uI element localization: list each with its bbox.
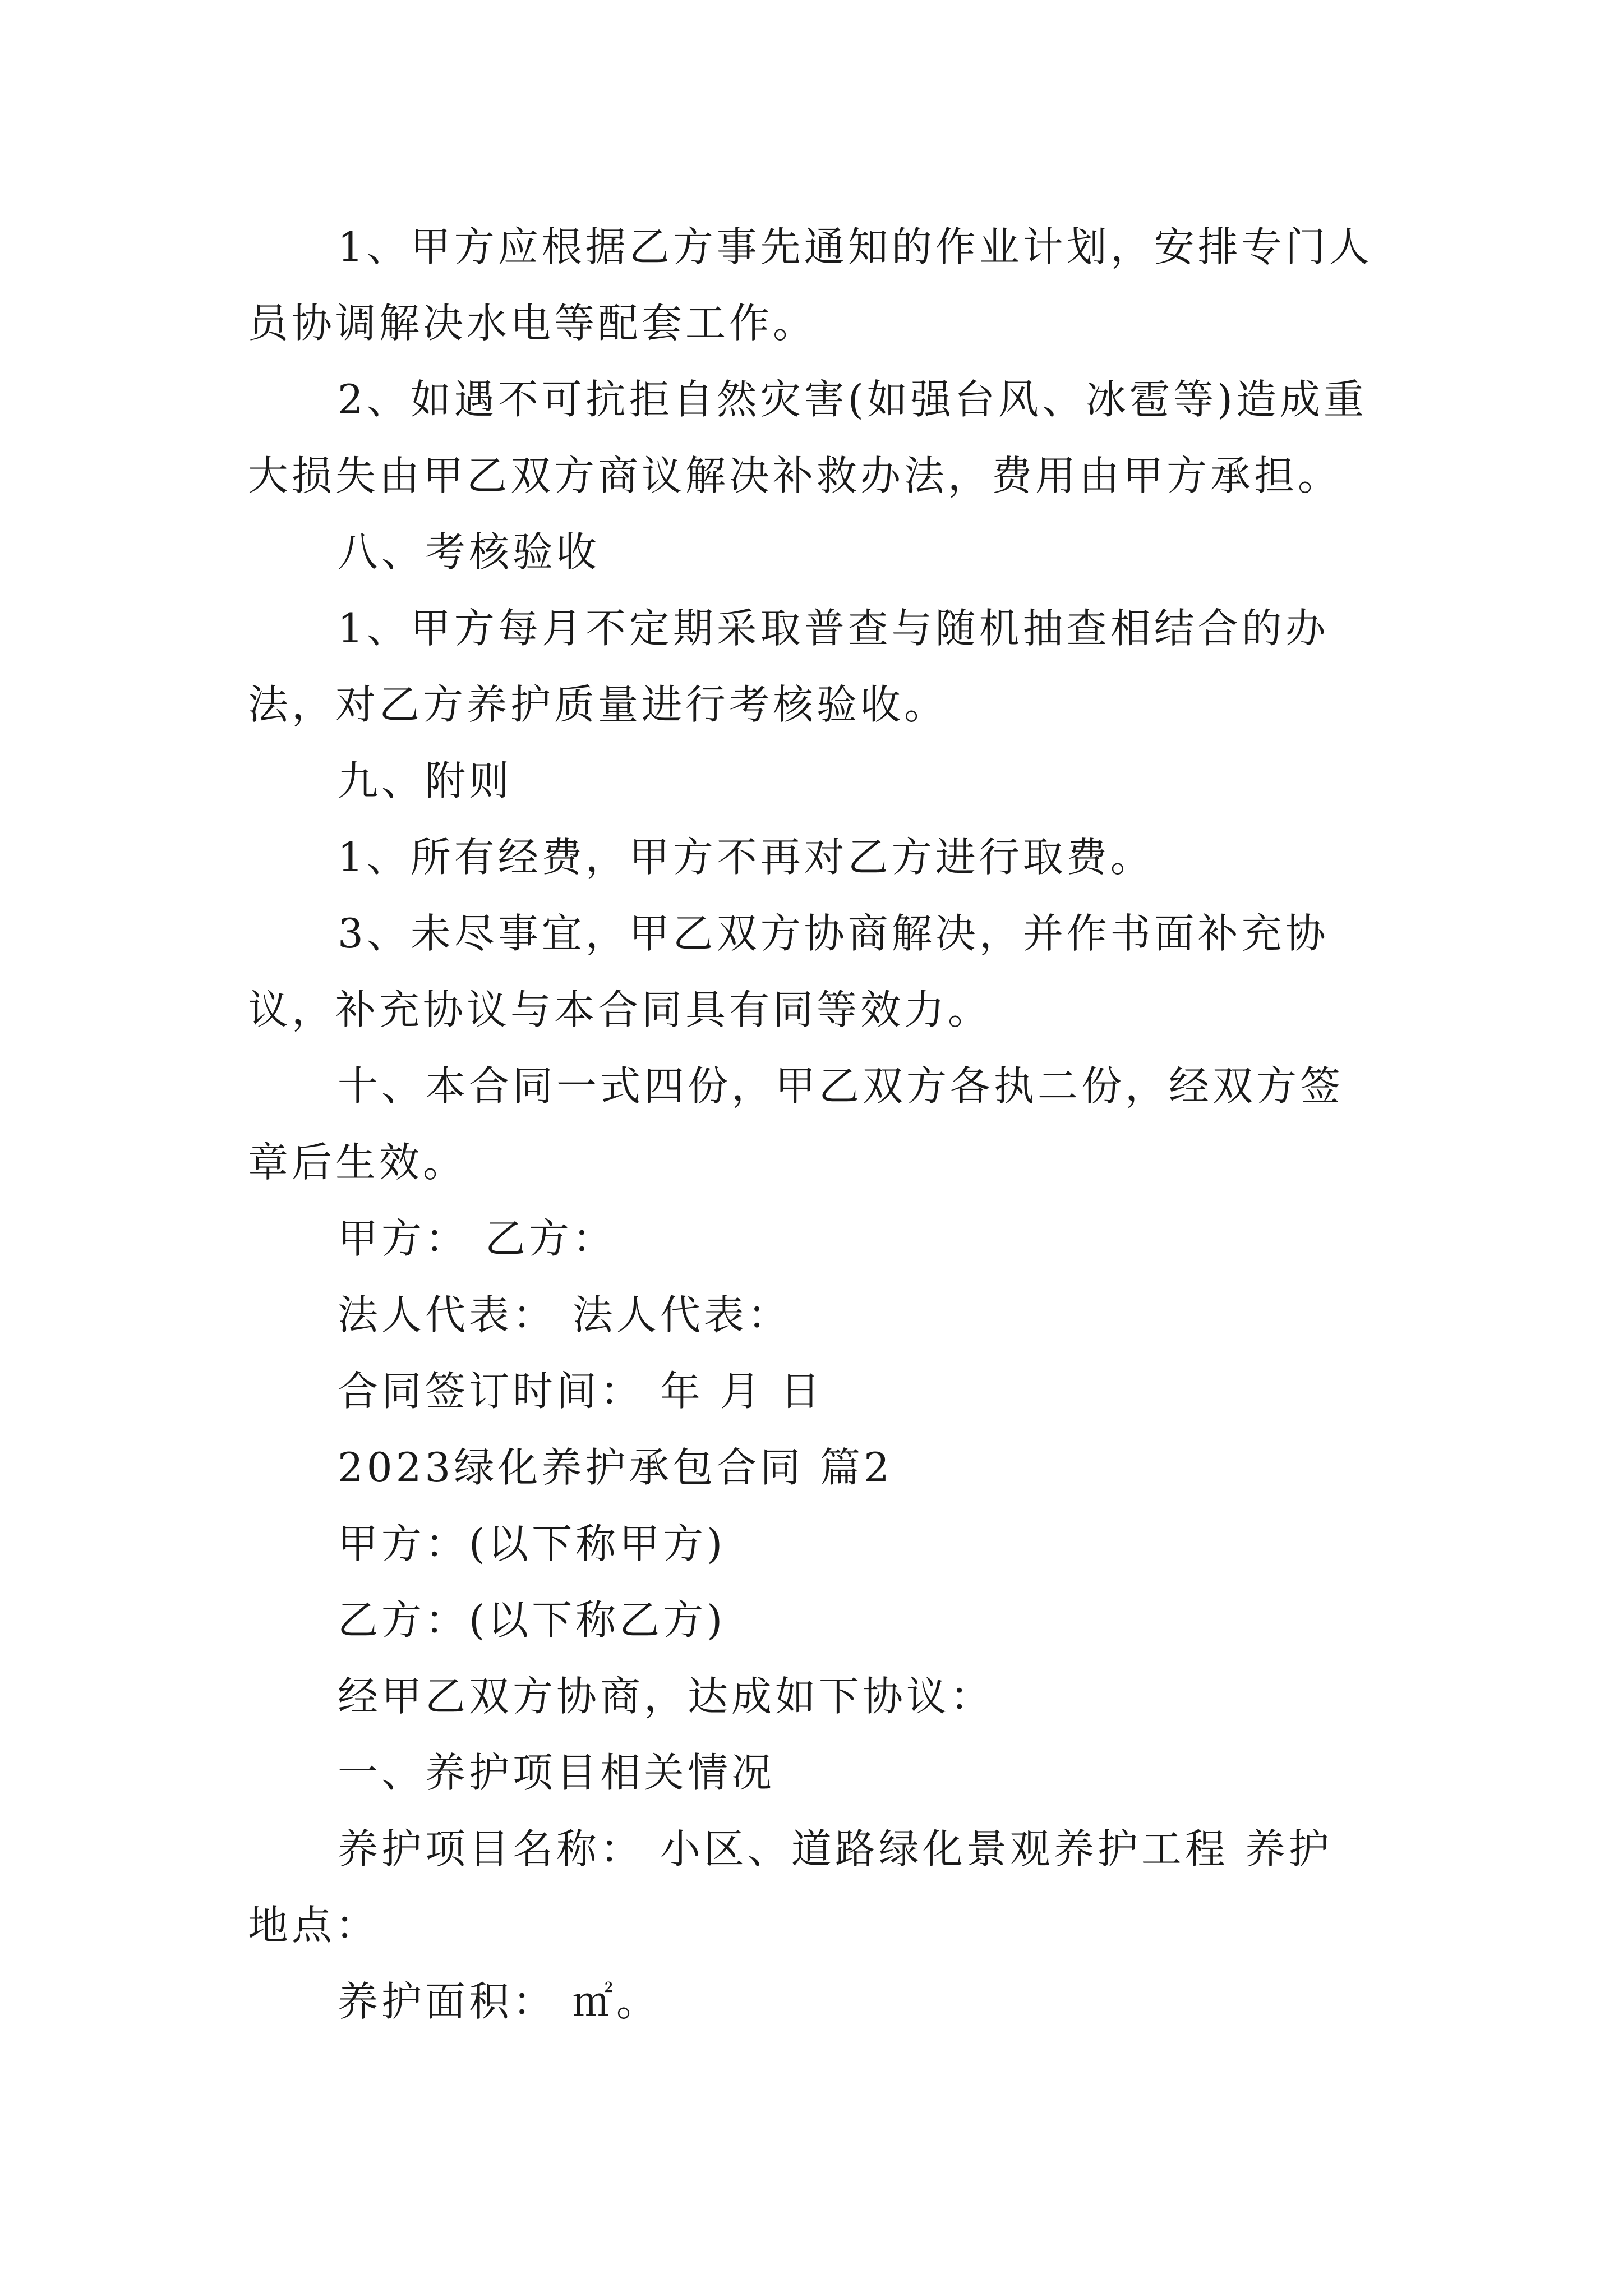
paragraph: 1、甲方应根据乙方事先通知的作业计划，安排专门人员协调解决水电等配套工作。 xyxy=(248,223,1373,347)
paragraph: 经甲乙双方协商，达成如下协议： xyxy=(338,1673,994,1720)
paragraph: 1、甲方每月不定期采取普查与随机抽查相结合的办法，对乙方养护质量进行考核验收。 xyxy=(248,605,1329,728)
section-heading: 九、附则 xyxy=(338,757,513,804)
signing-date: 合同签订时间： 年 月 日 xyxy=(338,1368,824,1415)
contract-title: 2023绿化养护承包合同 篇2 xyxy=(338,1444,893,1491)
party-a-line: 甲方：(以下称甲方) xyxy=(338,1520,726,1567)
signature-parties: 甲方： 乙方： xyxy=(338,1215,616,1262)
party-b-line: 乙方：(以下称乙方) xyxy=(338,1596,726,1644)
paragraph: 2、如遇不可抗拒自然灾害(如强台风、冰雹等)造成重大损失由甲乙双方商议解决补救办法，费用由甲方承担。 xyxy=(248,376,1367,499)
signature-representatives: 法人代表： 法人代表： xyxy=(338,1291,791,1338)
document-body xyxy=(248,209,1375,2040)
paragraph: 养护项目名称： 小区、道路绿化景观养护工程 养护地点： xyxy=(248,1825,1332,1949)
section-heading: 一、养护项目相关情况 xyxy=(338,1749,776,1796)
paragraph: 3、未尽事宜，甲乙双方协商解决，并作书面补充协议，补充协议与本合同具有同等效力。 xyxy=(248,910,1329,1033)
section-heading: 八、考核验收 xyxy=(338,528,601,576)
paragraph: 十、本合同一式四份，甲乙双方各执二份，经双方签章后生效。 xyxy=(248,1062,1344,1186)
paragraph: 1、所有经费，甲方不再对乙方进行取费。 xyxy=(338,834,1154,881)
paragraph: 养护面积： ㎡。 xyxy=(338,1978,660,2025)
